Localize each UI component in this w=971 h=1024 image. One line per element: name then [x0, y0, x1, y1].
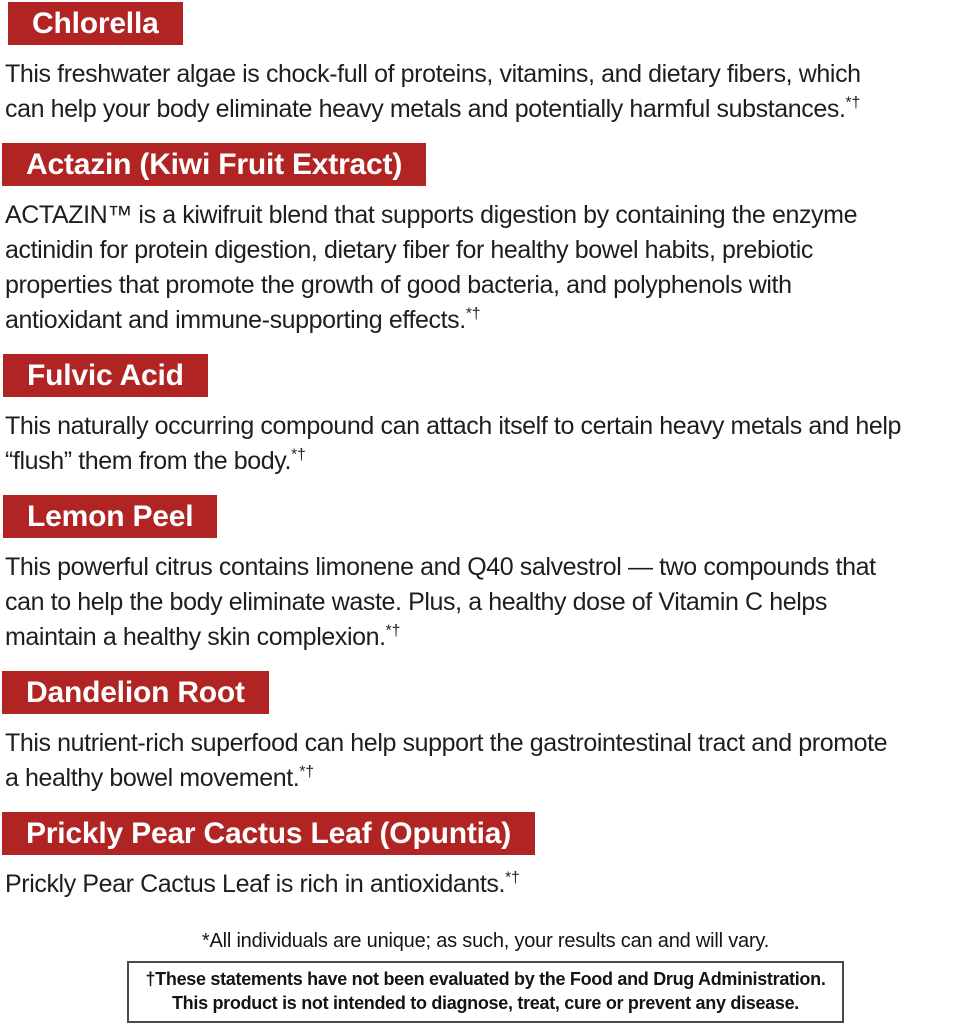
actazin-title-badge — [2, 143, 426, 186]
lemon-peel-description — [0, 550, 971, 655]
footnote-mark: *† — [385, 622, 401, 640]
section-actazin — [0, 143, 971, 338]
fulvic-acid-description — [0, 409, 971, 479]
prickly-pear-title: Prickly Pear Cactus Leaf (Opuntia) — [26, 817, 512, 850]
fda-disclaimer-line-1: †These statements have not been evaluated by the Food and Drug Administration. — [145, 969, 826, 989]
results-vary-footnote: *All individuals are unique; as such, your results can and will vary. — [201, 930, 770, 952]
dandelion-root-title: Dandelion Root — [26, 676, 245, 709]
dandelion-root-description — [0, 726, 971, 796]
description-line: “flush” them from the body. — [5, 447, 292, 475]
description-line: This freshwater algae is chock-full of proteins, vitamins, and dietary fibers, which — [5, 60, 861, 88]
chlorella-title: Chlorella — [32, 7, 159, 40]
footnote-mark: *† — [465, 305, 481, 323]
description-line: can to help the body eliminate waste. Plus, a healthy dose of Vitamin C helps — [5, 588, 828, 616]
description-line: antioxidant and immune-supporting effects. — [5, 306, 466, 334]
description-last-line — [5, 303, 971, 338]
chlorella-description — [0, 57, 971, 127]
section-lemon-peel — [0, 495, 971, 655]
description-line: This nutrient-rich superfood can help support the gastrointestinal tract and promote — [5, 729, 888, 757]
section-dandelion-root — [0, 671, 971, 796]
chlorella-title-badge — [8, 2, 183, 45]
fulvic-acid-title: Fulvic Acid — [27, 359, 184, 392]
prickly-pear-description — [0, 867, 971, 902]
description-last-line — [5, 867, 971, 902]
section-chlorella — [0, 2, 971, 127]
description-last-line — [5, 444, 971, 479]
footnote-mark: *† — [291, 446, 306, 464]
description-last-line — [5, 620, 971, 655]
actazin-description — [0, 198, 971, 338]
description-line: ACTAZIN™ is a kiwifruit blend that supports digestion by containing the enzyme — [5, 201, 858, 229]
description-line: maintain a healthy skin complexion. — [5, 623, 386, 651]
fda-disclaimer-box — [127, 961, 843, 1023]
section-fulvic-acid — [0, 354, 971, 479]
footnote-mark: *† — [505, 869, 520, 887]
actazin-title: Actazin (Kiwi Fruit Extract) — [26, 148, 403, 181]
fda-disclaimer-line-2: This product is not intended to diagnose, treat, cure or prevent any disease. — [171, 993, 800, 1013]
description-line: a healthy bowel movement. — [5, 764, 300, 792]
lemon-peel-title-badge — [3, 495, 217, 538]
section-prickly-pear — [0, 812, 971, 902]
footnote-mark: *† — [845, 94, 861, 112]
description-line: Prickly Pear Cactus Leaf is rich in antioxidants. — [5, 870, 506, 898]
description-line: actinidin for protein digestion, dietary fiber for healthy bowel habits, prebiotic — [5, 236, 813, 264]
description-line: This naturally occurring compound can attach itself to certain heavy metals and help — [5, 412, 902, 440]
description-line: properties that promote the growth of good bacteria, and polyphenols with — [5, 271, 792, 299]
fulvic-acid-title-badge — [3, 354, 208, 397]
lemon-peel-title: Lemon Peel — [27, 500, 194, 533]
footnote-mark: *† — [299, 763, 314, 781]
description-line: can help your body eliminate heavy metals and potentially harmful substances. — [5, 95, 846, 123]
description-line: This powerful citrus contains limonene and Q40 salvestrol — two compounds that — [5, 553, 876, 581]
description-last-line — [5, 761, 971, 796]
dandelion-root-title-badge — [2, 671, 269, 714]
footnotes-footer — [0, 930, 971, 1023]
prickly-pear-title-badge — [2, 812, 535, 855]
description-last-line — [5, 92, 971, 127]
